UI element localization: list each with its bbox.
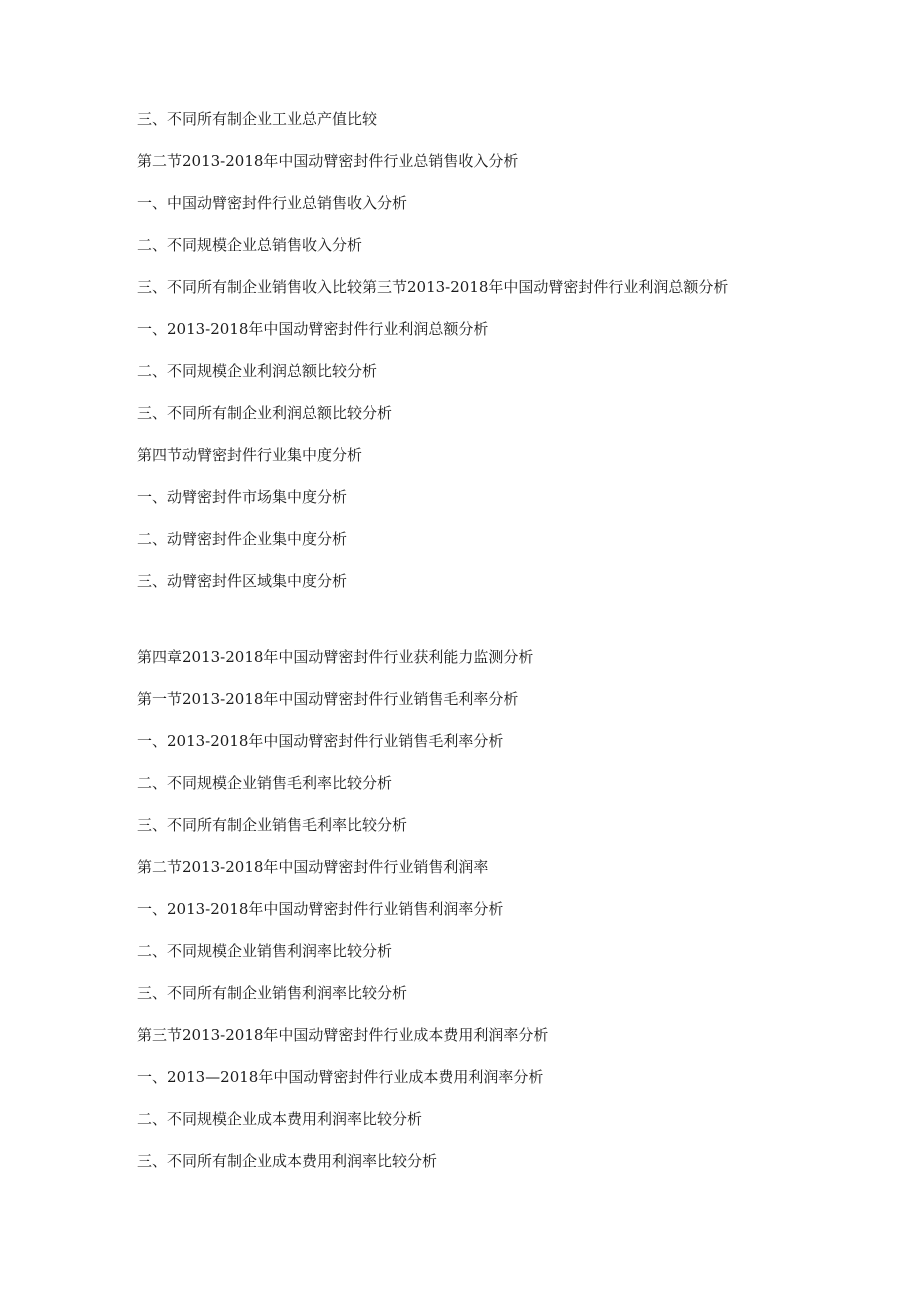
toc-item: 三、不同所有制企业成本费用利润率比较分析 — [137, 1152, 438, 1170]
toc-item: 一、2013-2018年中国动臂密封件行业利润总额分析 — [137, 320, 489, 338]
toc-list — [137, 108, 837, 1192]
toc-item: 三、不同所有制企业销售利润率比较分析 — [137, 984, 408, 1002]
toc-section-heading: 第三节2013-2018年中国动臂密封件行业成本费用利润率分析 — [137, 1026, 549, 1044]
toc-item: 二、不同规模企业利润总额比较分析 — [137, 362, 378, 380]
toc-chapter-heading: 第四章2013-2018年中国动臂密封件行业获利能力监测分析 — [137, 648, 534, 666]
toc-item: 一、2013-2018年中国动臂密封件行业销售毛利率分析 — [137, 732, 504, 750]
toc-item: 一、2013—2018年中国动臂密封件行业成本费用利润率分析 — [137, 1068, 544, 1086]
toc-item: 二、动臂密封件企业集中度分析 — [137, 530, 348, 548]
toc-item: 二、不同规模企业成本费用利润率比较分析 — [137, 1110, 423, 1128]
toc-item: 二、不同规模企业销售利润率比较分析 — [137, 942, 393, 960]
toc-item: 三、不同所有制企业销售收入比较第三节2013-2018年中国动臂密封件行业利润总额分析 — [137, 278, 729, 296]
toc-item: 二、不同规模企业总销售收入分析 — [137, 236, 363, 254]
toc-item: 一、中国动臂密封件行业总销售收入分析 — [137, 194, 408, 212]
toc-section-heading: 第四节动臂密封件行业集中度分析 — [137, 446, 363, 464]
toc-section-heading: 第二节2013-2018年中国动臂密封件行业总销售收入分析 — [137, 152, 519, 170]
toc-item: 三、动臂密封件区域集中度分析 — [137, 572, 348, 590]
toc-section-heading: 第一节2013-2018年中国动臂密封件行业销售毛利率分析 — [137, 690, 519, 708]
toc-item: 三、不同所有制企业利润总额比较分析 — [137, 404, 393, 422]
chapter-spacer — [137, 612, 837, 646]
toc-item: 一、动臂密封件市场集中度分析 — [137, 488, 348, 506]
toc-item: 一、2013-2018年中国动臂密封件行业销售利润率分析 — [137, 900, 504, 918]
toc-item: 二、不同规模企业销售毛利率比较分析 — [137, 774, 393, 792]
toc-item: 三、不同所有制企业销售毛利率比较分析 — [137, 816, 408, 834]
toc-section-heading: 第二节2013-2018年中国动臂密封件行业销售利润率 — [137, 858, 489, 876]
toc-item: 三、不同所有制企业工业总产值比较 — [137, 110, 378, 128]
